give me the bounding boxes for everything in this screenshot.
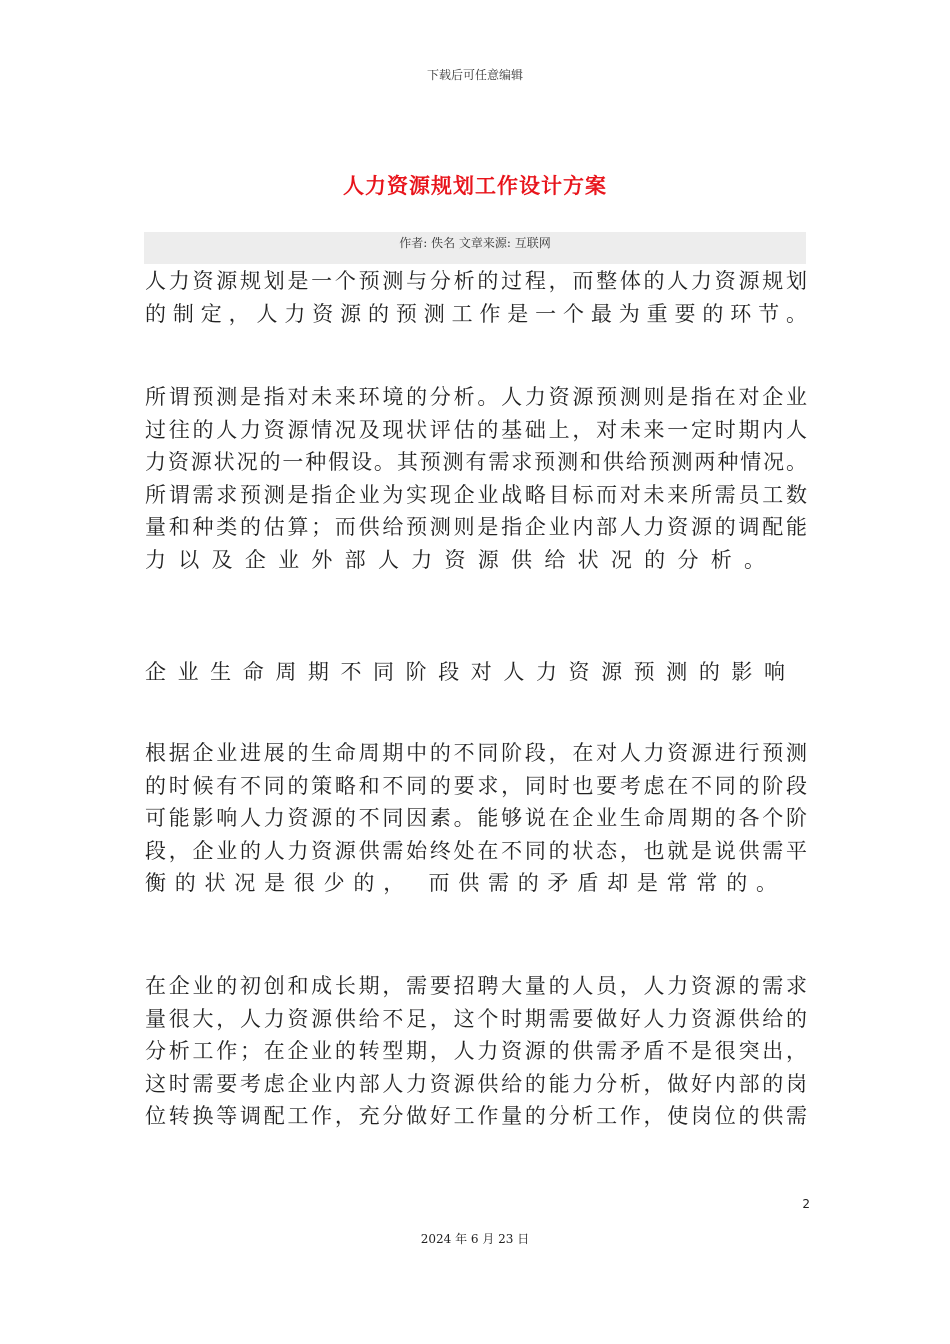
paragraph-1 bbox=[145, 265, 807, 330]
paragraph-line: 段，企业的人力资源供需始终处在不同的状态，也就是说供需平 bbox=[145, 838, 807, 863]
paragraph-line: 过往的人力资源情况及现状评估的基础上，对未来一定时期内人 bbox=[145, 417, 807, 442]
byline: 作者: 佚名 文章来源: 互联网 bbox=[144, 232, 806, 264]
paragraph-line: 量和种类的估算；而供给预测则是指企业内部人力资源的调配能 bbox=[145, 515, 807, 540]
paragraph-line: 所谓需求预测是指企业为实现企业战略目标而对未来所需员工数 bbox=[145, 482, 807, 507]
paragraph-line: 这时需要考虑企业内部人力资源供给的能力分析，做好内部的岗 bbox=[145, 1071, 807, 1096]
header-note: 下载后可任意编辑 bbox=[426, 68, 523, 82]
paragraph-line: 分析工作；在企业的转型期，人力资源的供需矛盾不是很突出， bbox=[145, 1039, 807, 1064]
paragraph-line: 在企业的初创和成长期，需要招聘大量的人员，人力资源的需求 bbox=[145, 974, 807, 998]
section-heading-text: 企业生命周期不同阶段对人力资源预测的影响 bbox=[145, 660, 785, 684]
paragraph-line: 的时候有不同的策略和不同的要求，同时也要考虑在不同的阶段 bbox=[145, 773, 807, 798]
paragraph-4 bbox=[145, 737, 807, 900]
section-heading bbox=[145, 656, 807, 689]
paragraph-line: 力以及企业外部人力资源供给状况的分析。 bbox=[145, 547, 777, 572]
paragraph-line: 衡的状况是很少的， 而供需的矛盾却是常常的。 bbox=[145, 871, 777, 896]
paragraph-line: 力资源状况的一种假设。其预测有需求预测和供给预测两种情况。 bbox=[145, 450, 807, 475]
paragraph-line: 根据企业进展的生命周期中的不同阶段，在对人力资源进行预测 bbox=[145, 741, 807, 765]
paragraph-5 bbox=[145, 970, 807, 1133]
paragraph-line: 量很大，人力资源供给不足，这个时期需要做好人力资源供给的 bbox=[145, 1006, 807, 1031]
paragraph-2 bbox=[145, 381, 807, 577]
paragraph-line: 可能影响人力资源的不同因素。能够说在企业生命周期的各个阶 bbox=[145, 806, 807, 831]
paragraph-line: 位转换等调配工作，充分做好工作量的分析工作，使岗位的供需 bbox=[145, 1104, 807, 1129]
paragraph-line: 的制定，人力资源的预测工作是一个最为重要的环节。 bbox=[145, 301, 807, 326]
document-title: 人力资源规划工作设计方案 bbox=[343, 173, 607, 198]
footer-date: 2024 年 6 月 23 日 bbox=[420, 1232, 530, 1246]
page-number: 2 bbox=[802, 1197, 810, 1211]
paragraph-line: 所谓预测是指对未来环境的分析。人力资源预测则是指在对企业 bbox=[145, 385, 807, 409]
paragraph-line: 人力资源规划是一个预测与分析的过程，而整体的人力资源规划 bbox=[145, 269, 807, 293]
